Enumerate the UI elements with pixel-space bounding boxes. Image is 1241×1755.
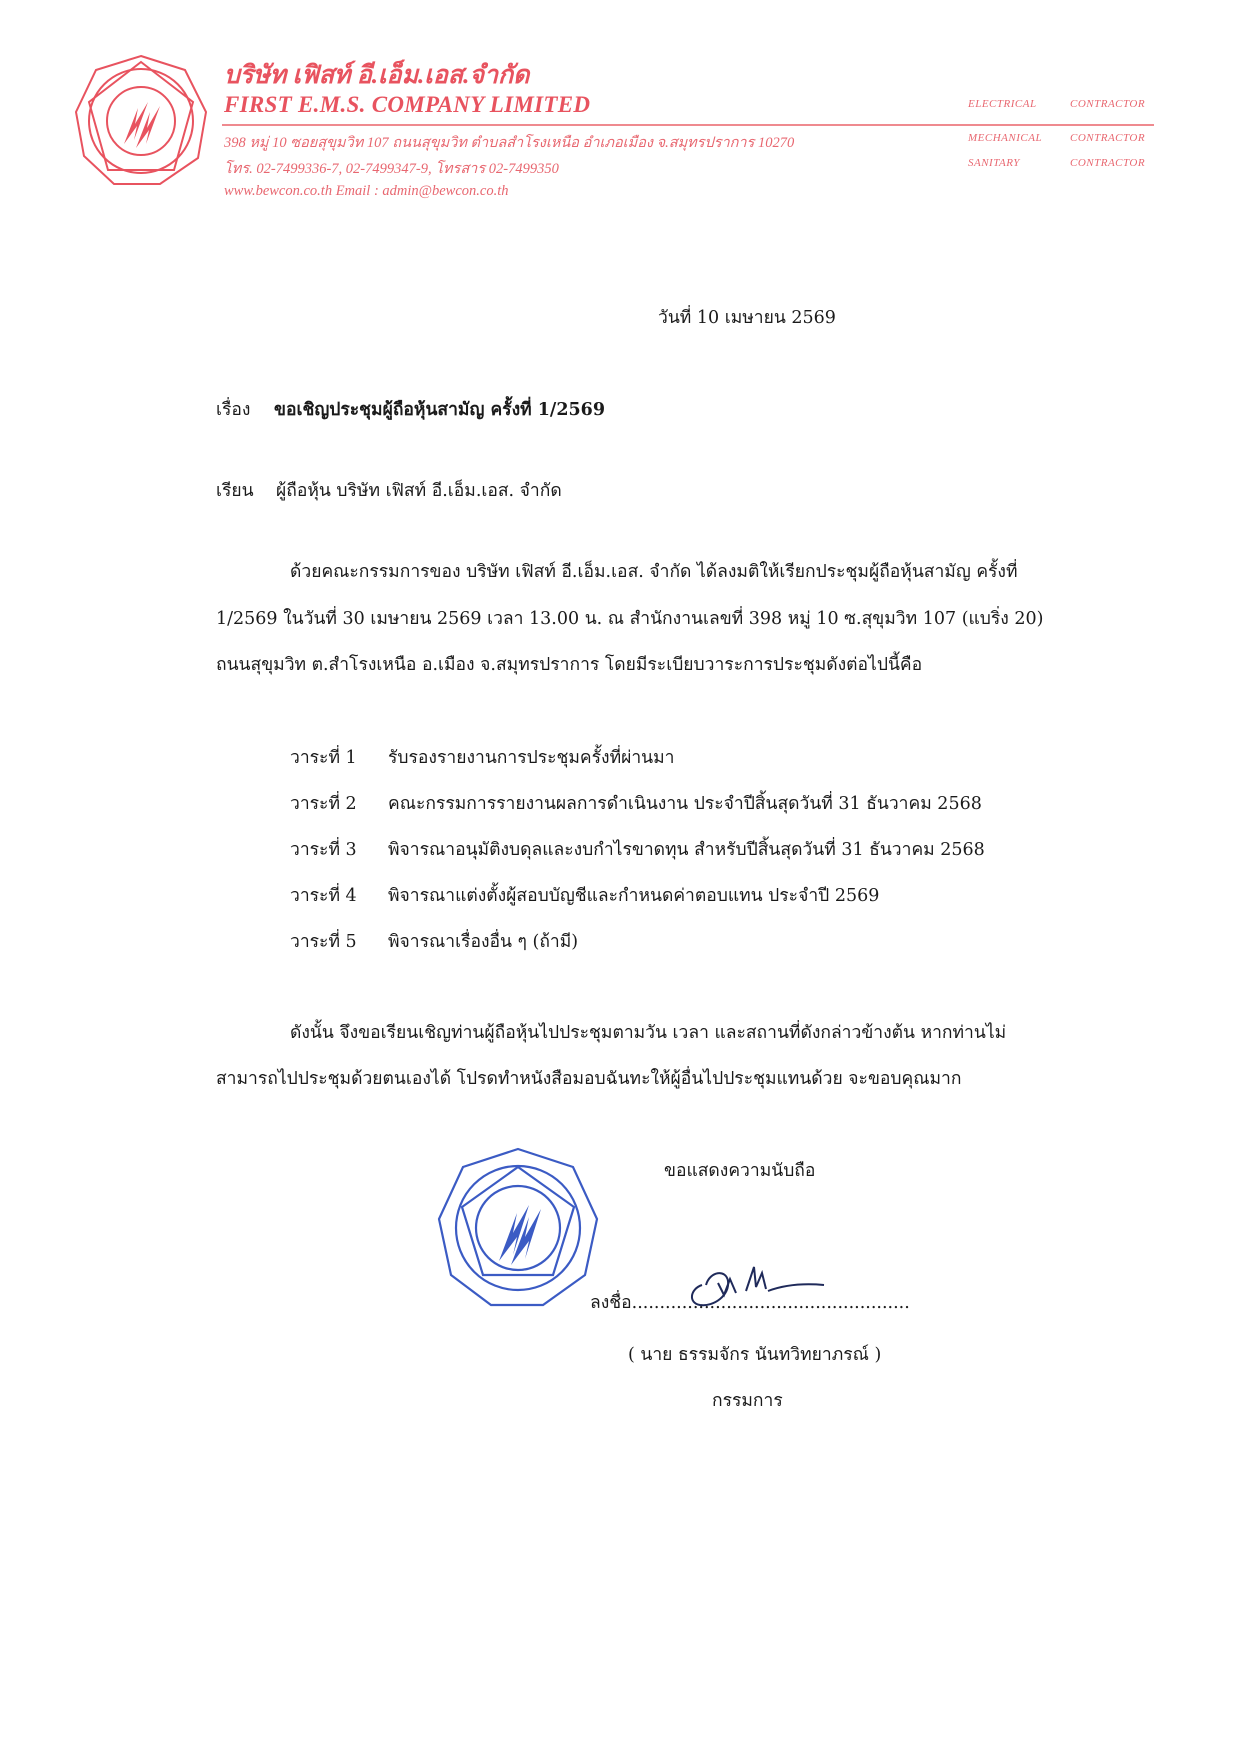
- company-address: 398 หมู่ 10 ซอยสุขุมวิท 107 ถนนสุขุมวิท ตำบลสำโรงเหนือ อำเภอเมือง จ.สมุทรปราการ 10270: [224, 135, 795, 151]
- intro-line: ด้วยคณะกรรมการของ บริษัท เฟิสท์ อี.เอ็ม.เอส. จำกัด ได้ลงมติให้เรียกประชุมผู้ถือหุ้นสามัญ ครั้งที่: [290, 562, 1018, 582]
- regards: ขอแสดงความนับถือ: [664, 1161, 816, 1181]
- letter-subject: ขอเชิญประชุมผู้ถือหุ้นสามัญ ครั้งที่ 1/2569: [274, 400, 606, 420]
- agenda-number: วาระที่ 5: [290, 932, 357, 952]
- service-role: CONTRACTOR: [1070, 157, 1146, 169]
- service-role: CONTRACTOR: [1070, 98, 1146, 110]
- intro-line: ถนนสุขุมวิท ต.สำโรงเหนือ อ.เมือง จ.สมุทรปราการ โดยมีระเบียบวาระการประชุมดังต่อไปนี้คือ: [216, 655, 923, 675]
- letter-date: วันที่ 10 เมษายน 2569: [658, 308, 836, 328]
- closing-line: ดังนั้น จึงขอเรียนเชิญท่านผู้ถือหุ้นไปประชุมตามวัน เวลา และสถานที่ดังกล่าวข้างต้น หากท่านไม่: [290, 1023, 1007, 1043]
- letterhead-rule: [222, 124, 1154, 126]
- agenda-item: [290, 743, 675, 771]
- company-stamp: [433, 1143, 603, 1313]
- agenda-text: พิจารณาอนุมัติงบดุลและงบกำไรขาดทุน สำหรับปีสิ้นสุดวันที่ 31 ธันวาคม 2568: [388, 840, 985, 860]
- signer-title: กรรมการ: [712, 1391, 783, 1411]
- agenda-item: [290, 789, 982, 817]
- agenda-number: วาระที่ 2: [290, 794, 357, 814]
- service-type: SANITARY: [968, 157, 1020, 169]
- addressee-label: เรียน: [216, 481, 254, 501]
- agenda-text: รับรองรายงานการประชุมครั้งที่ผ่านมา: [388, 748, 675, 768]
- company-name-thai: บริษัท เฟิสท์ อี.เอ็ม.เอส.จำกัด: [224, 62, 530, 89]
- service-role: CONTRACTOR: [1070, 132, 1146, 144]
- signature-line: ลงชื่อ..................................................: [590, 1293, 910, 1313]
- agenda-number: วาระที่ 4: [290, 886, 357, 906]
- agenda-number: วาระที่ 1: [290, 748, 357, 768]
- letter-addressee: ผู้ถือหุ้น บริษัท เฟิสท์ อี.เอ็ม.เอส. จำกัด: [276, 481, 562, 501]
- agenda-text: พิจารณาแต่งตั้งผู้สอบบัญชีและกำหนดค่าตอบแทน ประจำปี 2569: [388, 886, 880, 906]
- agenda-text: พิจารณาเรื่องอื่น ๆ (ถ้ามี): [388, 932, 579, 952]
- agenda-number: วาระที่ 3: [290, 840, 357, 860]
- agenda-item: [290, 835, 985, 863]
- intro-line: 1/2569 ในวันที่ 30 เมษายน 2569 เวลา 13.00 น. ณ สำนักงานเลขที่ 398 หมู่ 10 ซ.สุขุมวิท 107 (แบริ่ง 20): [216, 609, 1044, 629]
- agenda-item: [290, 881, 879, 909]
- company-name-english: FIRST E.M.S. COMPANY LIMITED: [224, 92, 591, 117]
- agenda-text: คณะกรรมการรายงานผลการดำเนินงาน ประจำปีสิ้นสุดวันที่ 31 ธันวาคม 2568: [388, 794, 982, 814]
- service-type: MECHANICAL: [968, 132, 1043, 144]
- company-logo: [72, 52, 210, 190]
- signer-name: ( นาย ธรรมจักร นันทวิทยาภรณ์ ): [628, 1345, 882, 1365]
- service-type: ELECTRICAL: [968, 98, 1037, 110]
- agenda-item: [290, 927, 578, 955]
- closing-line: สามารถไปประชุมด้วยตนเองได้ โปรดทำหนังสือมอบฉันทะให้ผู้อื่นไปประชุมแทนด้วย จะขอบคุณมาก: [216, 1069, 962, 1089]
- company-web-email: www.bewcon.co.th Email : admin@bewcon.co.th: [224, 183, 509, 199]
- company-phone: โทร. 02-7499336-7, 02-7499347-9, โทรสาร 02-7499350: [224, 161, 559, 177]
- subject-label: เรื่อง: [216, 400, 251, 420]
